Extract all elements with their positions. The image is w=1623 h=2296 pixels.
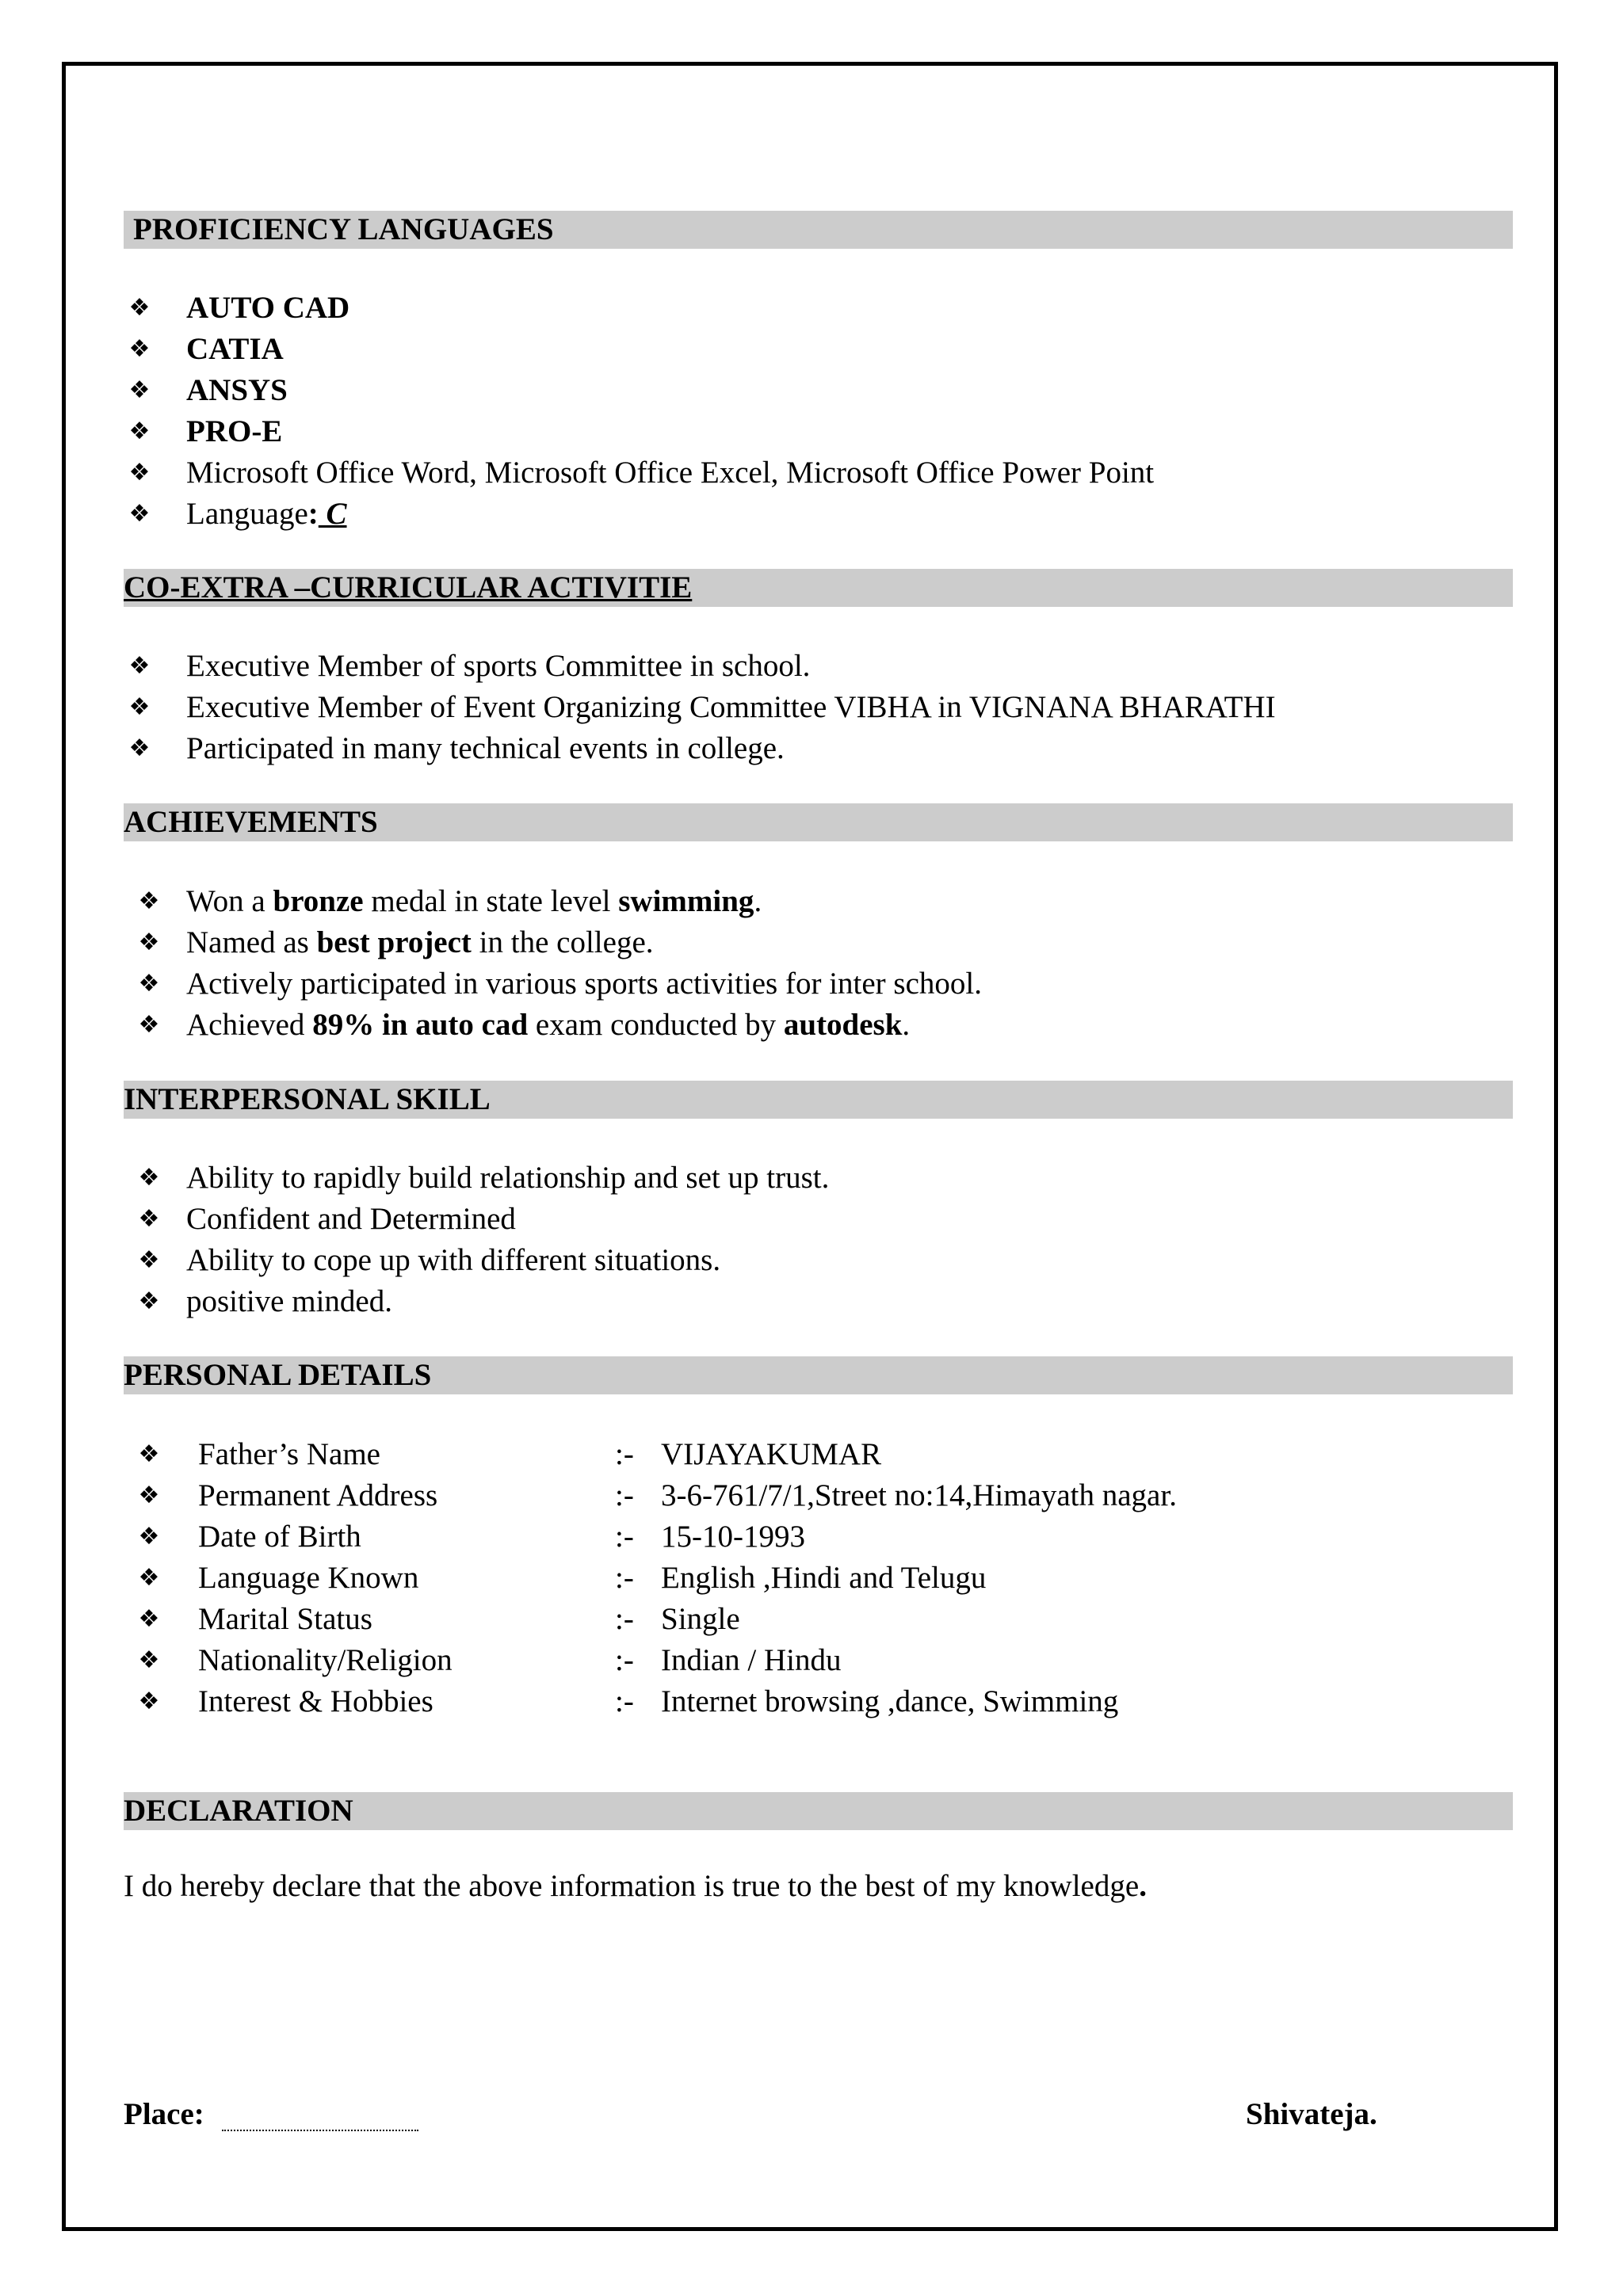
achievement-bold: swimming <box>618 884 754 918</box>
diamond-bullet-icon: ❖ <box>138 1688 160 1715</box>
declaration-sentence: I do hereby declare that the above information is true to the best of my knowledge <box>124 1869 1140 1903</box>
detail-label: Father’s Name <box>198 1437 380 1471</box>
diamond-bullet-icon: ❖ <box>138 1205 160 1233</box>
diamond-bullet-icon: ❖ <box>138 1523 160 1550</box>
diamond-bullet-icon: ❖ <box>138 1482 160 1509</box>
detail-label: Language Known <box>198 1561 419 1595</box>
interpersonal-heading <box>124 1081 1513 1119</box>
detail-value: Single <box>661 1602 740 1636</box>
detail-label: Interest & Hobbies <box>198 1684 433 1718</box>
extracurricular-heading-text: CO-EXTRA –CURRICULAR ACTIVITIE <box>124 570 693 605</box>
extracurricular-heading <box>124 569 1513 607</box>
achievement-item <box>186 923 654 963</box>
detail-row <box>0 1682 1623 1722</box>
achievement-bold: best project <box>316 925 472 959</box>
detail-row <box>0 1476 1623 1516</box>
signature-name: Shivateja. <box>1246 2097 1377 2131</box>
diamond-bullet-icon: ❖ <box>138 1287 160 1315</box>
declaration-text <box>124 1867 1147 1906</box>
declaration-heading-text: DECLARATION <box>124 1794 353 1828</box>
detail-row <box>0 1435 1623 1474</box>
detail-row <box>0 1600 1623 1639</box>
proficiency-item: AUTO CAD <box>186 291 350 325</box>
detail-label: Nationality/Religion <box>198 1643 453 1677</box>
diamond-bullet-icon: ❖ <box>138 1564 160 1592</box>
achievements-heading-text: ACHIEVEMENTS <box>124 805 378 839</box>
achievement-text: Achieved <box>186 1008 313 1042</box>
detail-separator: :- <box>615 1520 634 1554</box>
achievement-text: exam conducted by <box>528 1008 784 1042</box>
achievement-item <box>186 1005 910 1045</box>
diamond-bullet-icon: ❖ <box>138 1164 160 1192</box>
place-label: Place: <box>124 2097 204 2131</box>
proficiency-item: PRO-E <box>186 414 283 448</box>
proficiency-heading <box>124 211 1513 249</box>
detail-value: 3-6-761/7/1,Street no:14,Himayath nagar. <box>661 1478 1177 1512</box>
diamond-bullet-icon: ❖ <box>128 734 151 762</box>
skill-item: Confident and Determined <box>186 1202 516 1236</box>
achievement-text: medal in state level <box>363 884 619 918</box>
personal-heading <box>124 1356 1513 1394</box>
language-line <box>186 494 347 534</box>
achievement-text: in the college. <box>471 925 654 959</box>
detail-value: English ,Hindi and Telugu <box>661 1561 987 1595</box>
detail-label: Permanent Address <box>198 1478 438 1512</box>
activity-item: Participated in many technical events in college. <box>186 731 785 765</box>
personal-heading-text: PERSONAL DETAILS <box>124 1358 432 1392</box>
achievements-heading <box>124 803 1513 841</box>
diamond-bullet-icon: ❖ <box>128 294 151 322</box>
diamond-bullet-icon: ❖ <box>138 970 160 997</box>
detail-separator: :- <box>615 1561 634 1595</box>
achievement-text: . <box>902 1008 911 1042</box>
place-blank-line <box>222 2130 418 2131</box>
achievement-text: Named as <box>186 925 317 959</box>
detail-row <box>0 1517 1623 1557</box>
detail-separator: :- <box>615 1437 634 1471</box>
detail-separator: :- <box>615 1478 634 1512</box>
diamond-bullet-icon: ❖ <box>128 693 151 721</box>
achievement-item <box>186 882 762 921</box>
diamond-bullet-icon: ❖ <box>128 335 151 363</box>
achievement-text: Won a <box>186 884 273 918</box>
detail-row <box>0 1558 1623 1598</box>
diamond-bullet-icon: ❖ <box>128 459 151 486</box>
activity-item: Executive Member of Event Organizing Committee VIBHA in VIGNANA BHARATHI <box>186 690 1276 724</box>
diamond-bullet-icon: ❖ <box>138 929 160 956</box>
diamond-bullet-icon: ❖ <box>128 500 151 528</box>
proficiency-item: ANSYS <box>186 373 288 407</box>
proficiency-item: CATIA <box>186 332 284 366</box>
diamond-bullet-icon: ❖ <box>138 1246 160 1274</box>
diamond-bullet-icon: ❖ <box>138 887 160 915</box>
diamond-bullet-icon: ❖ <box>138 1646 160 1674</box>
detail-separator: :- <box>615 1684 634 1718</box>
diamond-bullet-icon: ❖ <box>128 376 151 404</box>
language-label: Language <box>186 497 308 531</box>
achievement-bold: bronze <box>273 884 364 918</box>
diamond-bullet-icon: ❖ <box>138 1011 160 1039</box>
achievement-item: Actively participated in various sports activities for inter school. <box>186 967 982 1001</box>
detail-row <box>0 1641 1623 1680</box>
detail-value: Indian / Hindu <box>661 1643 842 1677</box>
diamond-bullet-icon: ❖ <box>128 418 151 445</box>
detail-separator: :- <box>615 1602 634 1636</box>
achievement-bold: autodesk <box>783 1008 903 1042</box>
detail-value: 15-10-1993 <box>661 1520 805 1554</box>
language-value: C <box>326 497 347 531</box>
declaration-period: . <box>1139 1869 1147 1903</box>
skill-item: positive minded. <box>186 1284 392 1318</box>
diamond-bullet-icon: ❖ <box>138 1605 160 1633</box>
detail-value: Internet browsing ,dance, Swimming <box>661 1684 1119 1718</box>
diamond-bullet-icon: ❖ <box>128 652 151 680</box>
detail-label: Marital Status <box>198 1602 372 1636</box>
detail-value: VIJAYAKUMAR <box>661 1437 882 1471</box>
activity-item: Executive Member of sports Committee in school. <box>186 649 811 683</box>
interpersonal-heading-text: INTERPERSONAL SKILL <box>124 1082 491 1116</box>
skill-item: Ability to rapidly build relationship and set up trust. <box>186 1161 830 1195</box>
diamond-bullet-icon: ❖ <box>138 1440 160 1468</box>
proficiency-item: Microsoft Office Word, Microsoft Office Excel, Microsoft Office Power Point <box>186 456 1155 490</box>
skill-item: Ability to cope up with different situations. <box>186 1243 721 1277</box>
declaration-heading <box>124 1792 1513 1830</box>
achievement-text: . <box>754 884 762 918</box>
language-colon: : <box>307 497 319 531</box>
achievement-bold: 89% in auto cad <box>312 1008 529 1042</box>
detail-label: Date of Birth <box>198 1520 361 1554</box>
proficiency-heading-text: PROFICIENCY LANGUAGES <box>133 212 554 246</box>
detail-separator: :- <box>615 1643 634 1677</box>
